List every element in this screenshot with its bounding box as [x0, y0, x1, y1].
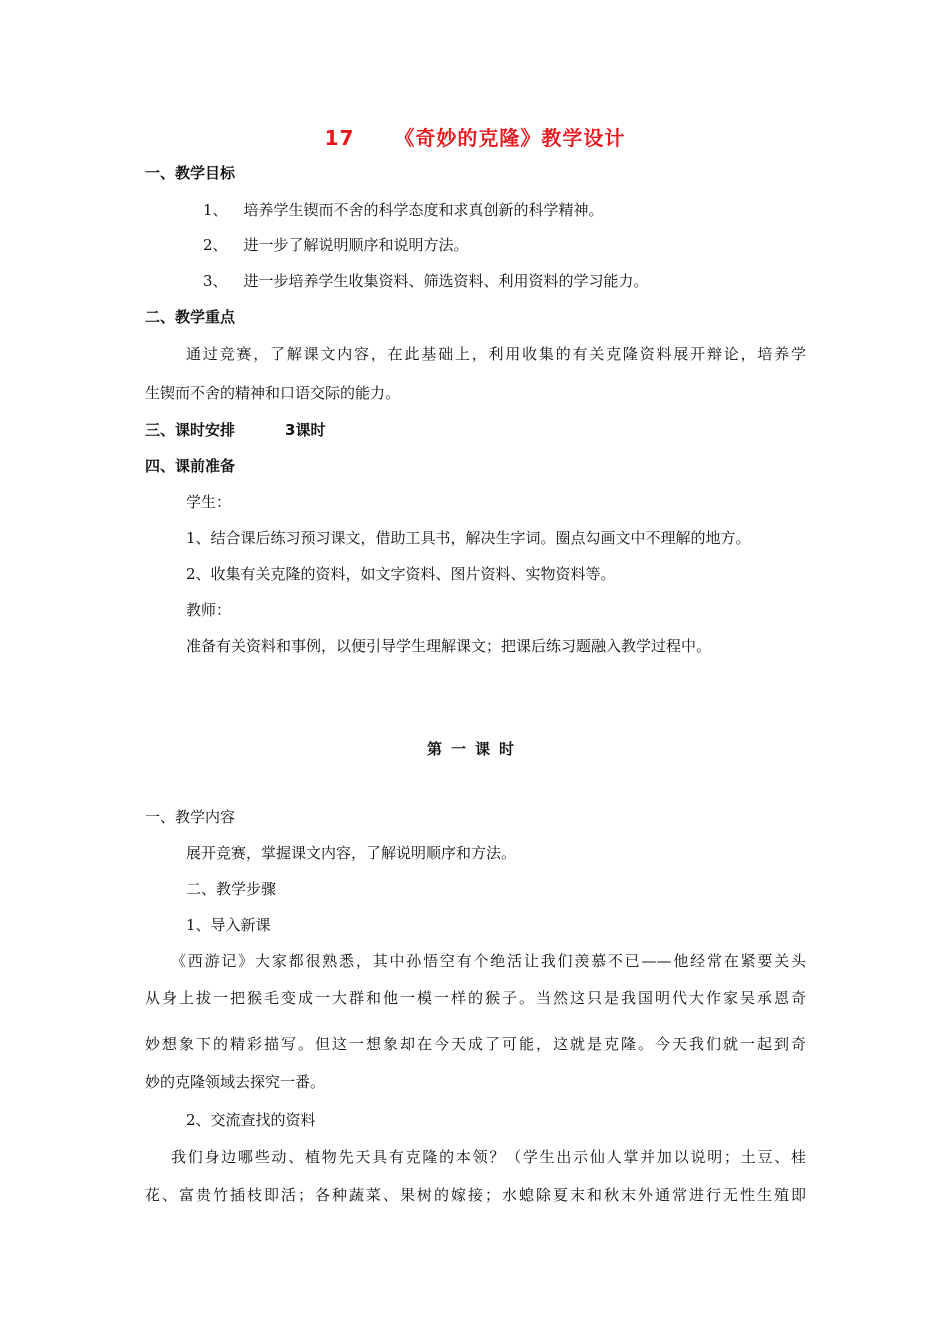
- goal-item-3-num: 3、: [203, 272, 228, 290]
- step1-line-4: 妙的克隆领域去探究一番。: [145, 1073, 326, 1091]
- goal-item-1-num: 1、: [203, 201, 228, 219]
- content-text: 展开竞赛，掌握课文内容，了解说明顺序和方法。: [186, 844, 517, 862]
- goal-item-2-num: 2、: [203, 236, 228, 254]
- title-number: 17: [324, 126, 355, 150]
- schedule-value: 3课时: [285, 421, 326, 439]
- schedule-heading: 三、课时安排: [145, 421, 236, 439]
- prep-heading: 四、课前准备: [145, 457, 236, 475]
- focus-line-1: 通过竞赛，了解课文内容，在此基础上，利用收集的有关克隆资料展开辩论，培养学: [186, 345, 806, 363]
- prep-student-item-2: 2、收集有关克隆的资料，如文字资料、图片资料、实物资料等。: [186, 565, 616, 583]
- prep-student-item-1: 1、结合课后练习预习课文，借助工具书，解决生字词。圈点勾画文中不理解的地方。: [186, 529, 751, 547]
- document-title: [0, 122, 950, 151]
- step2-heading: 2、交流查找的资料: [186, 1111, 316, 1129]
- goal-item-3-text: 进一步培养学生收集资料、筛选资料、利用资料的学习能力。: [243, 272, 649, 290]
- goal-item-2: [203, 235, 469, 255]
- goal-item-2-text: 进一步了解说明顺序和说明方法。: [243, 236, 469, 254]
- step1-line-2: 从身上拔一把猴毛变成一大群和他一模一样的猴子。当然这只是我国明代大作家吴承恩奇: [145, 989, 806, 1007]
- step1-line-3: 妙想象下的精彩描写。但这一想象却在今天成了可能，这就是克隆。今天我们就一起到奇: [145, 1035, 806, 1053]
- steps-heading: 二、教学步骤: [186, 880, 277, 898]
- schedule-row: [145, 420, 325, 440]
- goal-item-1-text: 培养学生锲而不舍的科学态度和求真创新的科学精神。: [243, 201, 604, 219]
- prep-teacher-item: 准备有关资料和事例，以便引导学生理解课文；把课后练习题融入教学过程中。: [186, 637, 712, 655]
- content-heading: 一、教学内容: [145, 808, 236, 826]
- focus-heading: 二、教学重点: [145, 308, 236, 326]
- goal-item-1: [203, 200, 604, 220]
- step2-line-2: 花、富贵竹插枝即活；各种蔬菜、果树的嫁接；水螅除夏末和秋末外通常进行无性生殖即: [145, 1186, 806, 1204]
- lesson-heading: 第一课时: [426, 740, 523, 758]
- focus-line-2: 生锲而不舍的精神和口语交际的能力。: [145, 384, 401, 402]
- step1-heading: 1、导入新课: [186, 916, 271, 934]
- prep-teacher-label: 教师：: [186, 601, 232, 619]
- goal-item-3: [203, 271, 649, 291]
- prep-student-label: 学生：: [186, 493, 232, 511]
- step1-line-1: 《西游记》大家都很熟悉，其中孙悟空有个绝活让我们羡慕不已——他经常在紧要关头: [171, 952, 806, 970]
- title-text: 《奇妙的克隆》教学设计: [394, 126, 626, 150]
- goals-heading: 一、教学目标: [145, 164, 236, 182]
- step2-line-1: 我们身边哪些动、植物先天具有克隆的本领？（学生出示仙人掌并加以说明；土豆、桂: [171, 1148, 806, 1166]
